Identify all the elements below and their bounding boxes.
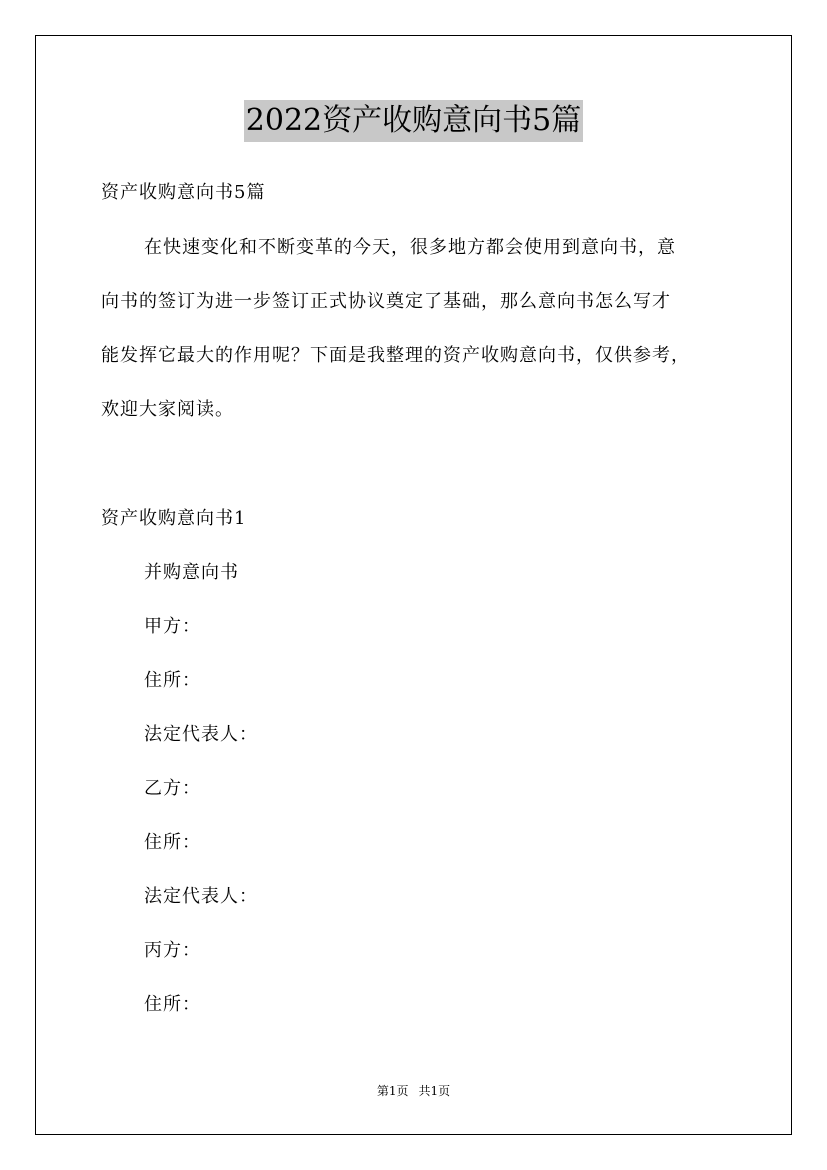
intro-paragraph-line: 向书的签订为进一步签订正式协议奠定了基础，那么意向书怎么写才	[101, 291, 671, 312]
section-line: 住所：	[144, 670, 201, 691]
page-number-current: 第1页	[376, 1084, 409, 1098]
section-line: 并购意向书	[144, 562, 239, 583]
section-line: 住所：	[144, 994, 201, 1015]
section-line: 乙方：	[144, 778, 201, 799]
section-heading: 资产收购意向书1	[101, 508, 247, 529]
intro-paragraph-line: 欢迎大家阅读。	[101, 399, 234, 420]
intro-paragraph-line: 能发挥它最大的作用呢？下面是我整理的资产收购意向书，仅供参考，	[101, 345, 690, 366]
section-line: 甲方：	[144, 616, 201, 637]
page-number-total: 共1页	[418, 1084, 451, 1098]
document-title	[0, 100, 827, 142]
section-line: 丙方：	[144, 940, 201, 961]
page-footer	[0, 1083, 827, 1099]
document-title-text: 2022资产收购意向书5篇	[244, 100, 583, 142]
section-line: 法定代表人：	[144, 886, 258, 907]
section-line: 住所：	[144, 832, 201, 853]
intro-paragraph-line: 在快速变化和不断变革的今天，很多地方都会使用到意向书，意	[144, 237, 676, 258]
section-line: 法定代表人：	[144, 724, 258, 745]
document-subtitle: 资产收购意向书5篇	[101, 182, 266, 203]
